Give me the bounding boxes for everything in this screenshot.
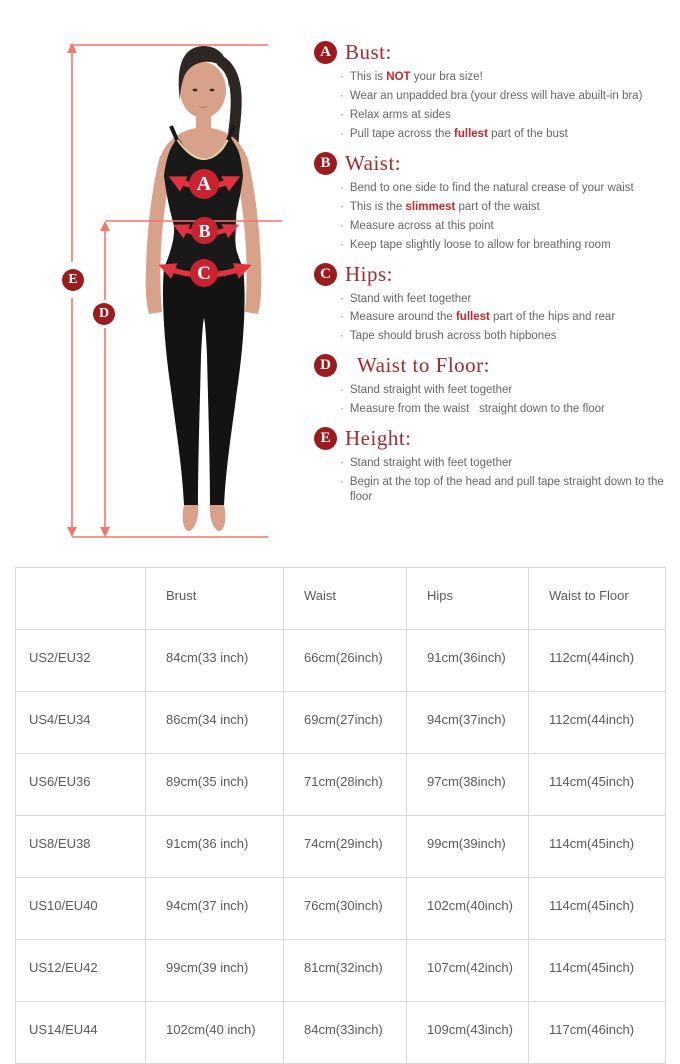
table-row [16,816,666,878]
section-heading [314,40,670,65]
measurement-cell: 84cm(33 inch) [146,630,284,692]
size-label-cell: US6/EU36 [16,754,146,816]
section-heading [314,151,670,176]
bullet-dot-icon: · [340,403,344,416]
instruction-bullet [340,89,670,104]
measurement-cell: 99cm(39inch) [407,816,529,878]
figure-eye-left [193,89,198,92]
instruction-bullet [340,310,670,325]
measurement-cell: 86cm(34 inch) [146,692,284,754]
measurement-cell: 76cm(30inch) [284,878,407,940]
section-heading [314,353,670,378]
instruction-bullet [340,127,670,142]
bullet-dot-icon: · [340,71,344,83]
bullet-text: Measure around the fullest part of the hips and rear [349,311,616,324]
figure-eye-right [210,89,215,92]
bullet-dot-icon: · [340,311,344,324]
bullet-text: Relax arms at sides [349,108,451,121]
instruction-bullet [340,238,670,253]
figure-leggings [163,268,245,505]
section-title: Waist: [345,150,402,175]
measurement-cell: 102cm(40inch) [407,878,529,940]
section-bullet-list [314,456,670,505]
section-bullet-list [314,70,670,142]
measurement-cell: 107cm(42inch) [407,940,529,1002]
measurement-cell: 97cm(38inch) [407,754,529,816]
bullet-dot-icon: · [340,476,344,489]
size-label-cell: US12/EU42 [16,940,146,1002]
table-row [16,630,666,692]
section-title: Bust: [345,40,392,64]
bullet-dot-icon: · [340,384,344,397]
bullet-dot-icon: · [340,181,344,194]
size-table [15,567,666,1064]
measurement-cell: 94cm(37 inch) [146,878,284,940]
section-bullet-list [314,383,670,417]
measurement-instructions [314,40,670,514]
measurement-cell: 114cm(45inch) [529,816,666,878]
instruction-bullet [340,70,670,85]
size-label-cell: US10/EU40 [16,878,146,940]
bullet-dot-icon: · [340,127,344,140]
bullet-text: Stand straight with feet together [349,384,513,397]
section-heading [314,426,670,451]
measurement-cell: 74cm(29inch) [284,816,407,878]
waist-to-floor-marker: D [93,303,115,325]
measurement-cell: 112cm(44inch) [529,630,666,692]
bullet-text: Measure across at this point [349,219,494,232]
size-label-cell: US14/EU44 [16,1002,146,1064]
size-label-cell: US8/EU38 [16,816,146,878]
bullet-dot-icon: · [340,200,344,213]
measurement-cell: 81cm(32inch) [284,940,407,1002]
bullet-text: Measure from the waist straight down to the floor [349,403,605,416]
section-title: Waist to Floor: [357,353,490,378]
size-label-cell: US2/EU32 [16,630,146,692]
table-header-cell: Waist [284,568,407,630]
section-letter-badge: E [314,427,337,450]
instruction-bullet [340,456,670,471]
camisole-strap-left [171,126,177,140]
measurement-cell: 89cm(35 inch) [146,754,284,816]
bullet-text: Bend to one side to find the natural crease of your waist [349,181,634,194]
bullet-text: This is the slimmest part of the waist [349,200,540,213]
size-table-section [15,567,665,1064]
bullet-dot-icon: · [340,330,344,343]
bullet-text: Keep tape slightly loose to allow for breathing room [349,238,611,251]
bullet-text: Wear an unpadded bra (your dress will have abuilt-in bra) [349,89,643,102]
bullet-dot-icon: · [340,108,344,121]
measurement-cell: 91cm(36inch) [407,630,529,692]
bust-marker: A [189,169,219,199]
instruction-bullet [340,181,670,196]
measurement-cell: 91cm(36 inch) [146,816,284,878]
section-bullet-list [314,292,670,345]
instruction-section [314,262,670,345]
size-table-header-row [16,568,666,630]
bullet-text: Begin at the top of the head and pull tape straight down to the floor [349,476,664,504]
section-title: Height: [345,426,412,451]
hips-marker: C [190,259,218,287]
table-header-cell: Hips [407,568,529,630]
section-letter-badge: C [314,263,337,286]
bullet-text: Stand with feet together [349,292,472,305]
bullet-dot-icon: · [340,292,344,305]
size-label-cell: US4/EU34 [16,692,146,754]
section-letter-badge: D [314,354,337,377]
height-marker: E [62,269,84,291]
measurement-cell: 94cm(37inch) [407,692,529,754]
instruction-section [314,426,670,505]
table-row [16,940,666,1002]
bullet-dot-icon: · [340,219,344,232]
measurement-cell: 114cm(45inch) [529,754,666,816]
table-header-cell [16,568,146,630]
table-row [16,1002,666,1064]
table-row [16,754,666,816]
measurement-cell: 71cm(28inch) [284,754,407,816]
figure-left-foot [183,505,199,531]
instruction-section [314,40,670,142]
measurement-cell: 84cm(33inch) [284,1002,407,1064]
measurement-cell: 114cm(45inch) [529,878,666,940]
bullet-text: Pull tape across the fullest part of the bust [349,127,568,140]
table-header-cell: Waist to Floor [529,568,666,630]
instruction-bullet [340,200,670,215]
waist-marker: B [191,217,218,244]
bullet-dot-icon: · [340,457,344,470]
measurement-cell: 117cm(46inch) [529,1002,666,1064]
bullet-text: Tape should brush across both hipbones [349,330,557,343]
bullet-dot-icon: · [340,238,344,251]
table-row [16,692,666,754]
section-heading [314,262,670,287]
measurement-cell: 114cm(45inch) [529,940,666,1002]
instruction-bullet [340,108,670,123]
instruction-bullet [340,329,670,344]
instruction-bullet [340,383,670,398]
measurement-cell: 112cm(44inch) [529,692,666,754]
instruction-section [314,353,670,417]
figure-right-foot [210,505,226,531]
measurement-cell: 99cm(39 inch) [146,940,284,1002]
instruction-section [314,151,670,253]
instruction-bullet [340,475,670,505]
bullet-dot-icon: · [340,89,344,102]
section-title: Hips: [345,261,394,286]
measurement-cell: 109cm(43inch) [407,1002,529,1064]
section-letter-badge: A [314,41,337,64]
measurement-cell: 69cm(27inch) [284,692,407,754]
instruction-bullet [340,219,670,234]
bullet-text: This is NOT your bra size! [349,71,483,83]
measurement-cell: 66cm(26inch) [284,630,407,692]
instruction-bullet [340,402,670,417]
table-row [16,878,666,940]
model-figure [0,0,320,560]
instruction-bullet [340,292,670,307]
table-header-cell: Brust [146,568,284,630]
measurement-cell: 102cm(40 inch) [146,1002,284,1064]
section-bullet-list [314,181,670,253]
section-letter-badge: B [314,152,337,175]
bullet-text: Stand straight with feet together [349,457,513,470]
